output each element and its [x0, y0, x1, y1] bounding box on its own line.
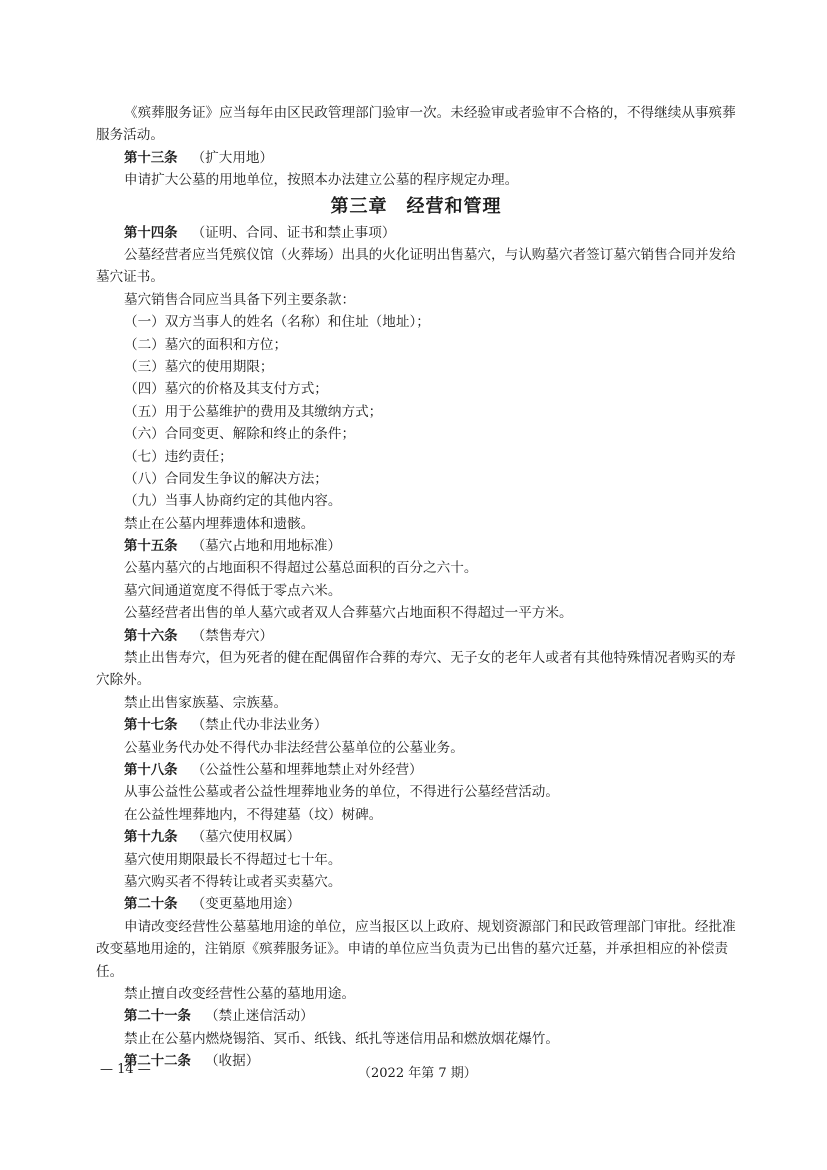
paragraph: 公墓内墓穴的占地面积不得超过公墓总面积的百分之六十。 [124, 560, 478, 577]
article-subtitle: （禁售寿穴） [191, 627, 274, 644]
page-number: — 14 — [100, 1062, 151, 1077]
article-number: 第十六条 [124, 628, 178, 644]
article-subtitle: （禁止代办非法业务） [191, 717, 328, 734]
article-heading [96, 535, 736, 557]
article-subtitle: （证明、合同、证书和禁止事项） [191, 224, 396, 241]
paragraph: 禁止出售家族墓、宗族墓。 [124, 694, 288, 711]
list-item: （九）当事人协商约定的其他内容。 [124, 493, 342, 510]
list-item: （四）墓穴的价格及其支付方式； [124, 381, 328, 398]
article-heading [96, 714, 736, 736]
article-heading [96, 147, 736, 169]
paragraph: 在公益性埋葬地内，不得建墓（坟）树碑。 [124, 806, 383, 823]
paragraph: 公墓经营者出售的单人墓穴或者双人合葬墓穴占地面积不得超过一平方米。 [124, 605, 573, 622]
paragraph: 墓穴购买者不得转让或者买卖墓穴。 [124, 873, 342, 890]
paragraph: 墓穴使用期限最长不得超过七十年。 [124, 851, 342, 868]
article-subtitle: （墓穴使用权属） [191, 829, 301, 846]
list-item: （五）用于公墓维护的费用及其缴纳方式； [124, 403, 383, 420]
chapter-title: 第三章 经营和管理 [330, 195, 502, 217]
article-heading [96, 759, 736, 781]
article-subtitle: （变更墓地用途） [191, 896, 301, 913]
list-item: （七）违约责任； [124, 448, 233, 465]
article-subtitle: （扩大用地） [191, 149, 274, 166]
paragraph: 公墓经营者应当凭殡仪馆（火葬场）出具的火化证明出售墓穴，与认购墓穴者签订墓穴销售合同并发给墓穴证书。 [96, 246, 736, 286]
article-number: 第十八条 [124, 763, 178, 779]
article-subtitle: （公益性公墓和埋葬地禁止对外经营） [191, 762, 423, 779]
article-heading [96, 826, 736, 848]
article-heading [96, 893, 736, 915]
article-number: 第十五条 [124, 539, 178, 555]
paragraph: 申请扩大公墓的用地单位，按照本办法建立公墓的程序规定办理。 [124, 172, 519, 189]
article-number: 第十三条 [124, 150, 178, 166]
article-heading [96, 222, 736, 244]
article-subtitle: （墓穴占地和用地标准） [191, 538, 342, 555]
article-number: 第二十条 [124, 897, 178, 913]
article-subtitle: （禁止迷信活动） [204, 1008, 314, 1025]
article-number: 第二十一条 [124, 1009, 191, 1025]
paragraph: 禁止出售寿穴，但为死者的健在配偶留作合葬的寿穴、无子女的老年人或者有其他特殊情况者购买的寿穴除外。 [96, 650, 736, 689]
article-number: 第十七条 [124, 718, 178, 734]
list-item: （八）合同发生争议的解决方法； [124, 470, 328, 487]
article-heading [96, 625, 736, 647]
paragraph: 禁止在公墓内燃烧锡箔、冥币、纸钱、纸扎等迷信用品和燃放烟花爆竹。 [124, 1030, 559, 1047]
document-body [96, 102, 736, 1073]
paragraph: 禁止在公墓内埋葬遗体和遗骸。 [124, 515, 315, 532]
list-item: （三）墓穴的使用期限； [124, 358, 274, 375]
paragraph: 申请改变经营性公墓墓地用途的单位，应当报区以上政府、规划资源部门和民政管理部门审批。经批准改变墓地用途的，注销原《殡葬服务证》。申请的单位应当负责为已出售的墓穴迁墓，并承担相应的补偿责任。 [96, 918, 736, 980]
list-item: （二）墓穴的面积和方位； [124, 336, 288, 353]
article-subtitle: （收据） [204, 1053, 260, 1070]
paragraph: 《殡葬服务证》应当每年由区民政管理部门验审一次。未经验审或者验审不合格的，不得继续从事殡葬服务活动。 [96, 105, 736, 144]
article-heading [96, 1005, 736, 1027]
paragraph: 墓穴间通道宽度不得低于零点六米。 [124, 582, 342, 599]
article-number: 第二十二条 [124, 1054, 191, 1070]
paragraph: 从事公益性公墓或者公益性埋葬地业务的单位，不得进行公墓经营活动。 [124, 784, 559, 801]
paragraph: 公墓业务代办处不得代办非法经营公墓单位的公墓业务。 [124, 739, 464, 756]
list-item: （六）合同变更、解除和终止的条件； [124, 426, 356, 443]
article-number: 第十四条 [124, 225, 178, 241]
paragraph: 禁止擅自改变经营性公墓的墓地用途。 [124, 985, 356, 1002]
list-item: （一）双方当事人的姓名（名称）和住址（地址）； [124, 314, 430, 331]
issue-label: （2022 年第 7 期） [358, 1066, 477, 1081]
paragraph: 墓穴销售合同应当具备下列主要条款： [124, 291, 356, 308]
article-number: 第十九条 [124, 830, 178, 846]
